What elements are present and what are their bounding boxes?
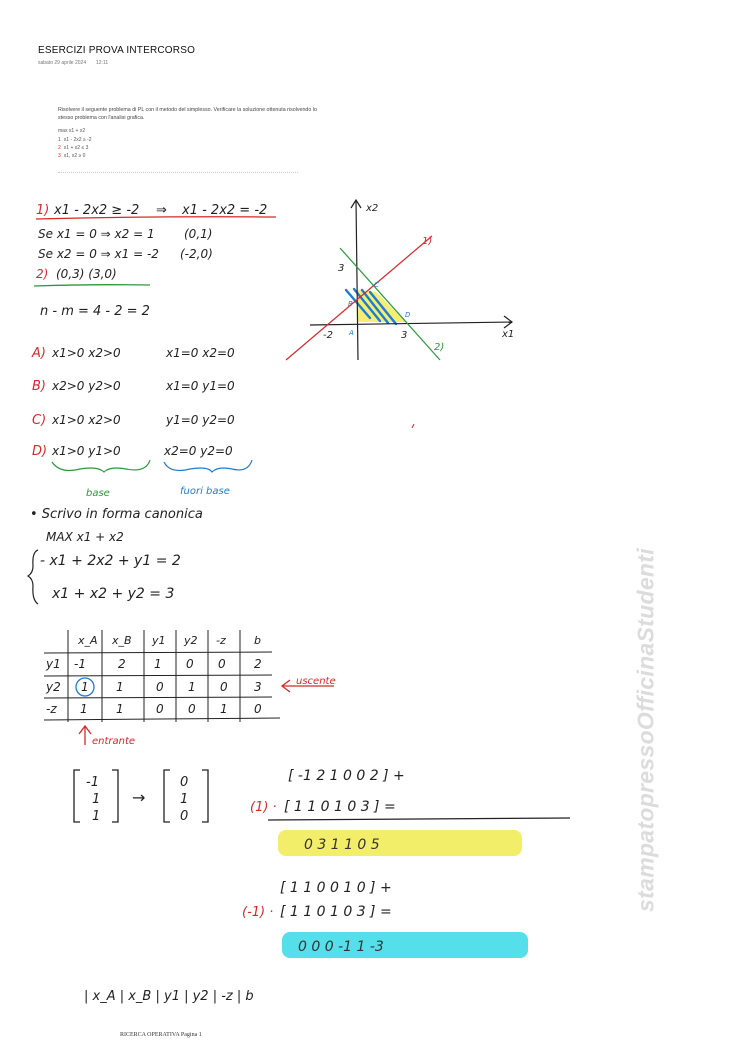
vertex-d-label: D) <box>32 444 48 459</box>
constraint-text: x1 + x2 ≤ 3 <box>63 145 89 151</box>
page-title: ESERCIZI PROVA INTERCORSO <box>38 45 196 56</box>
tableau-cell: 0 <box>218 657 226 671</box>
green-underline <box>34 285 150 286</box>
canonical-objective: MAX x1 + x2 <box>46 530 124 544</box>
right-vector-value: 0 <box>180 775 189 790</box>
vertex-a-point: A <box>349 329 354 337</box>
vertex-c-basic: x1>0 x2>0 <box>52 413 121 427</box>
vertex-c-point: C <box>374 281 379 289</box>
line-1-label: 1) <box>422 236 433 247</box>
left-vector-bracket-close <box>112 770 118 822</box>
prompt-line-1: Risolvere il seguente problema di PL con il metodo del simplesso. Verificare la soluzione ottenuta risolvendo lo <box>58 107 317 113</box>
right-vector-bracket-close <box>202 770 208 822</box>
constraint-text: x1 - 2x2 ≥ -2 <box>63 137 92 143</box>
vertex-c-label: C) <box>32 413 47 428</box>
op2-multiplier: (-1) · <box>242 905 274 920</box>
vertex-b-point: B <box>348 300 353 308</box>
constraint-2-label: 2) <box>36 267 49 281</box>
transform-arrow: → <box>132 788 146 807</box>
right-vector-value: 0 <box>180 809 189 824</box>
tableau-body <box>45 657 262 716</box>
tick-y-3: 3 <box>338 263 345 274</box>
vertex-b-nonbasic: x1=0 y1=0 <box>166 379 235 393</box>
x1-axis-label: x1 <box>502 329 515 340</box>
page-time: 12:11 <box>96 60 109 66</box>
op2-row2: [ 1 1 0 1 0 3 ] = <box>280 904 392 920</box>
fuori-base-brace <box>164 460 252 472</box>
intercept-1: Se x1 = 0 ⇒ x2 = 1 <box>38 227 155 241</box>
constraint-text: x1, x2 ≥ 0 <box>63 153 86 159</box>
tableau-row-label: y2 <box>46 680 61 694</box>
entering-label: entrante <box>92 736 136 747</box>
x2-axis-label: x2 <box>366 203 379 214</box>
degrees-of-freedom: n - m = 4 - 2 = 2 <box>40 304 150 319</box>
system-brace <box>28 550 38 604</box>
op1-multiplier: (1) · <box>250 800 277 815</box>
left-vector-bracket-open <box>74 770 80 822</box>
prompt-line-2: stesso problema con l'analisi grafica. <box>58 115 145 121</box>
op2-row1: [ 1 1 0 0 1 0 ] + <box>280 880 392 896</box>
entering-arrow <box>79 726 91 745</box>
point-2: (-2,0) <box>180 247 213 261</box>
tableau-cell: 2 <box>254 657 262 671</box>
page-footer: RICERCA OPERATIVA Pagina 1 <box>120 1032 202 1038</box>
watermark: stampatopressoOfficinaStudenti <box>632 548 659 912</box>
op2-result: 0 0 0 -1 1 -3 <box>298 939 384 955</box>
tableau-header-y1: y1 <box>152 634 166 647</box>
base-brace <box>52 460 150 472</box>
tableau-cell: 1 <box>188 680 196 694</box>
vertex-d-point: D <box>405 311 411 319</box>
vertex-a-nonbasic: x1=0 x2=0 <box>166 346 235 360</box>
tableau-cell: 1 <box>154 657 162 671</box>
left-vector-value: 1 <box>92 792 101 807</box>
tableau-cell: 0 <box>156 702 164 716</box>
constraint-1-label: 1) <box>36 203 50 218</box>
constraint-number: 2 <box>58 145 61 151</box>
x1-axis <box>310 322 512 325</box>
tableau-cell: 0 <box>156 680 164 694</box>
tableau-cell: 1 <box>116 702 124 716</box>
vertex-a-basic: x1>0 x2>0 <box>52 346 121 360</box>
tableau-cell: 2 <box>118 657 126 671</box>
constraint-1-line <box>286 236 432 360</box>
tableau-cell: 1 <box>80 702 88 716</box>
tableau-row-label: y1 <box>46 657 61 671</box>
canonical-equation-1: - x1 + 2x2 + y1 = 2 <box>40 553 181 569</box>
intercept-2: Se x2 = 0 ⇒ x1 = -2 <box>38 247 159 261</box>
constraint-1-equation: x1 - 2x2 = -2 <box>182 203 268 218</box>
vertex-b-basic: x2>0 y2>0 <box>52 379 121 393</box>
page-date: sabato 29 aprile 2024 <box>38 60 87 66</box>
tableau-headers <box>77 634 261 647</box>
tableau-cell: 0 <box>254 702 262 716</box>
tableau-header-z: -z <box>216 634 226 647</box>
tick-x-neg2: -2 <box>323 330 333 341</box>
fuori-base-label: fuori base <box>180 486 230 497</box>
vertex-d-nonbasic: x2=0 y2=0 <box>164 444 233 458</box>
tableau-cell: 1 <box>220 702 228 716</box>
base-label: base <box>86 488 110 499</box>
constraint-number: 3 <box>58 153 61 159</box>
constraint-2-points: (0,3) (3,0) <box>56 267 117 281</box>
constraint-number: 1 <box>58 137 61 143</box>
tableau-header-xb: x_B <box>112 634 132 647</box>
vertex-c-nonbasic: y1=0 y2=0 <box>166 413 235 427</box>
prompt-objective: max x1 + x2 <box>58 128 86 134</box>
canonical-title: • Scrivo in forma canonica <box>30 507 203 522</box>
tick-x-3: 3 <box>401 330 408 341</box>
canonical-equation-2: x1 + x2 + y2 = 3 <box>52 586 175 602</box>
next-tableau-header: | x_A | x_B | y1 | y2 | -z | b <box>84 989 254 1004</box>
tableau-cell: -1 <box>74 657 86 671</box>
vertex-a-label: A) <box>32 346 46 361</box>
constraint-2-line <box>340 248 440 360</box>
vertex-d-basic: x1>0 y1>0 <box>52 444 121 458</box>
x2-axis <box>356 200 358 360</box>
tableau-header-y2: y2 <box>184 634 198 647</box>
right-vector-value: 1 <box>180 792 189 807</box>
implies-arrow: ⇒ <box>156 203 167 218</box>
vertex-b-label: B) <box>32 379 46 394</box>
tableau-cell: 1 <box>116 680 124 694</box>
leaving-label: uscente <box>296 676 336 687</box>
op1-row2: [ 1 1 0 1 0 3 ] = <box>284 799 396 815</box>
left-vector-value: 1 <box>92 809 101 824</box>
op1-result: 0 3 1 1 0 5 <box>304 837 380 853</box>
stray-mark <box>412 424 414 428</box>
tableau-header-b: b <box>254 634 261 647</box>
tableau-header-xa: x_A <box>78 634 98 647</box>
right-vector-bracket-open <box>164 770 170 822</box>
tableau-cell: 0 <box>186 657 194 671</box>
op1-row1: [ -1 2 1 0 0 2 ] + <box>288 768 405 784</box>
op1-sum-line <box>268 818 570 820</box>
tableau-cell: 1 <box>81 680 89 694</box>
constraint-1-inequality: x1 - 2x2 ≥ -2 <box>54 203 140 218</box>
left-vector-value: -1 <box>86 775 99 790</box>
tableau-cell: 0 <box>220 680 228 694</box>
tableau-cell: 0 <box>188 702 196 716</box>
tableau-cell: 3 <box>254 680 262 694</box>
tableau-row-label: -z <box>46 702 57 716</box>
point-1: (0,1) <box>184 227 213 241</box>
line-2-label: 2) <box>434 342 445 353</box>
